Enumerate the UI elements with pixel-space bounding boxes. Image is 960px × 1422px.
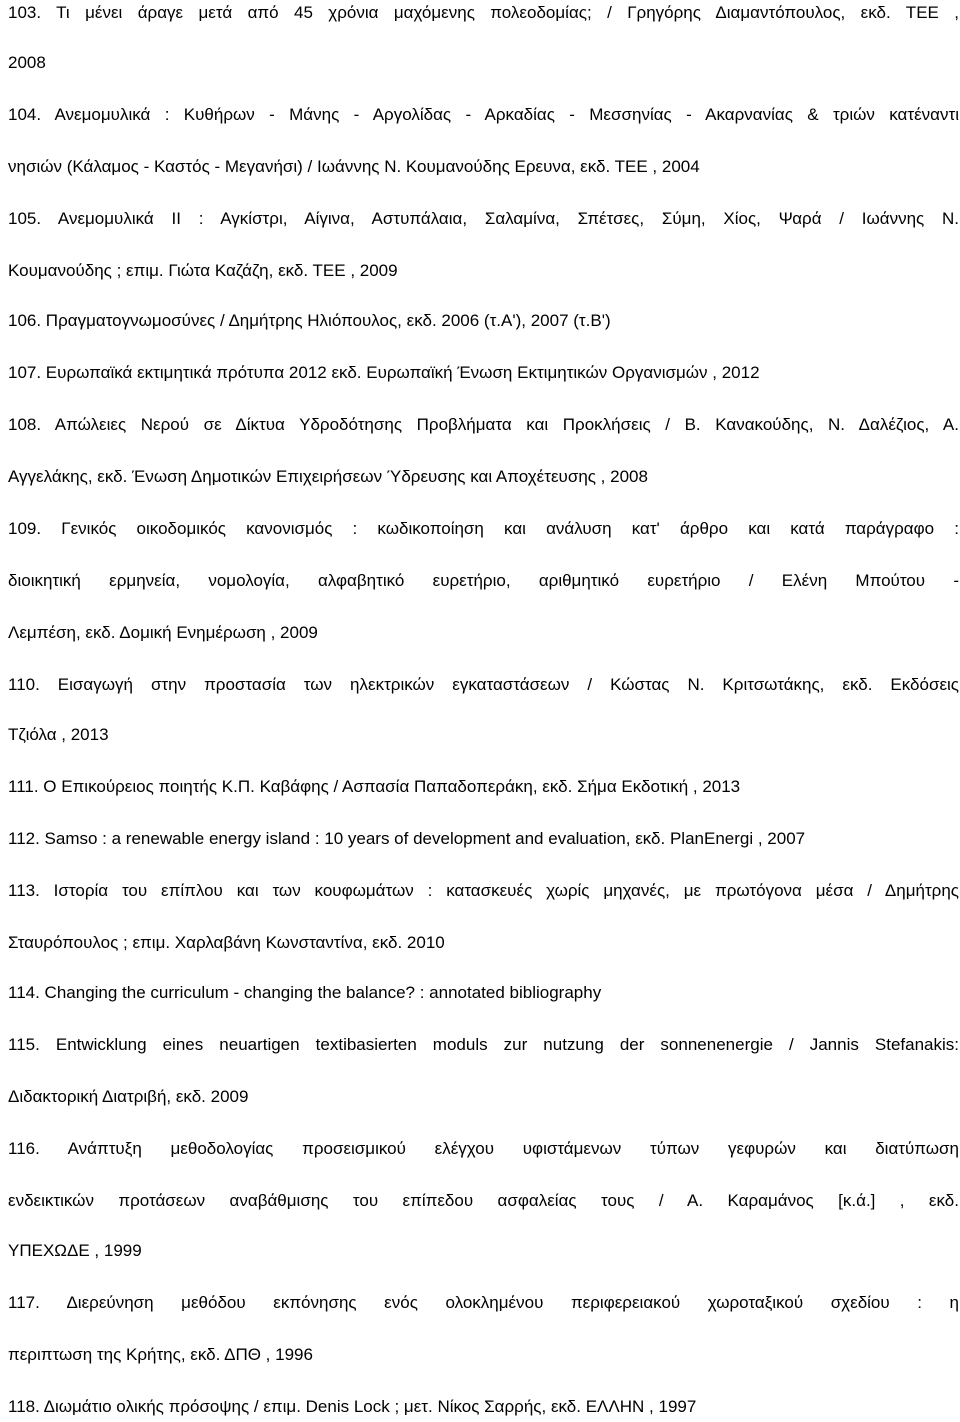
entry-line: 104. Ανεμομυλικά : Κυθήρων - Μάνης - Αργολίδας - Αρκαδίας - Μεσσηνίας - Ακαρνανίας & τριών κατέναντι <box>8 105 959 124</box>
entry-line: Σταυρόπουλος ; επιμ. Χαρλαβάνη Κωνσταντίνα, εκδ. 2010 <box>8 933 445 952</box>
entry-line: 111. Ο Επικούρειος ποιητής Κ.Π. Καβάφης / Ασπασία Παπαδοπεράκη, εκδ. Σήμα Εκδοτική , 2013 <box>8 777 741 796</box>
entry-line: 114. Changing the curriculum - changing the balance? : annotated bibliography <box>8 983 602 1002</box>
entry-line: 108. Απώλειες Νερού σε Δίκτυα Υδροδότησης Προβλήματα και Προκλήσεις / Β. Κανακούδης, Ν. Δαλέζιος, Α. <box>8 415 959 434</box>
entry-line: 103. Τι μένει άραγε μετά από 45 χρόνια μαχόμενης πολεοδομίας; / Γρηγόρης Διαμαντόπουλος, εκδ. ΤΕΕ , <box>8 3 959 22</box>
entry-line: Τζιόλα , 2013 <box>8 725 109 744</box>
entry-line: 106. Πραγματογνωμοσύνες / Δημήτρης Ηλιόπουλος, εκδ. 2006 (τ.Α'), 2007 (τ.Β') <box>8 311 611 330</box>
entry-line: ΥΠΕΧΩΔΕ , 1999 <box>8 1241 142 1260</box>
entry-line: 116. Ανάπτυξη μεθοδολογίας προσεισμικού ελέγχου υφιστάμενων τύπων γεφυρών και διατύπωση <box>8 1139 959 1158</box>
entry-line: 110. Εισαγωγή στην προστασία των ηλεκτρικών εγκαταστάσεων / Κώστας Ν. Κριτσωτάκης, εκδ. Εκδόσεις <box>8 675 959 694</box>
entry-line: 118. Διωμάτιο ολικής πρόσοψης / επιμ. Denis Lock ; μετ. Νίκος Σαρρής, εκδ. ΕΛΛΗΝ , 1997 <box>8 1397 697 1416</box>
entry-line: 2008 <box>8 53 46 72</box>
entry-line: Λεμπέση, εκδ. Δομική Ενημέρωση , 2009 <box>8 623 318 642</box>
entry-line: 112. Samso : a renewable energy island : 10 years of development and evaluation, εκδ. PlanEnergi , 2007 <box>8 829 806 848</box>
entry-line: 109. Γενικός οικοδομικός κανονισμός : κωδικοποίηση και ανάλυση κατ' άρθρο και κατά παράγραφο : <box>8 519 959 538</box>
entry-line: διοικητική ερμηνεία, νομολογία, αλφαβητικό ευρετήριο, αριθμητικό ευρετήριο / Ελένη Μπούτου - <box>8 571 959 590</box>
entry-line: περιπτωση της Κρήτης, εκδ. ΔΠΘ , 1996 <box>8 1345 313 1364</box>
entry-line: Κουμανούδης ; επιμ. Γιώτα Καζάζη, εκδ. ΤΕΕ , 2009 <box>8 261 398 280</box>
entry-line: 105. Ανεμομυλικά ΙΙ : Αγκίστρι, Αίγινα, Αστυπάλαια, Σαλαμίνα, Σπέτσες, Σύμη, Χίος, Ψαρά / Ιωάννης Ν. <box>8 209 959 228</box>
entry-line: 113. Ιστορία του επίπλου και των κουφωμάτων : κατασκευές χωρίς μηχανές, με πρωτόγονα μέσα / Δημήτρης <box>8 881 959 900</box>
entry-line: 115. Entwicklung eines neuartigen textibasierten moduls zur nutzung der sonnenenergie / Jannis Stefanakis: <box>8 1035 959 1054</box>
entry-line: ενδεικτικών προτάσεων αναβάθμισης του επίπεδου ασφαλείας τους / Α. Καραμάνος [κ.ά.] , εκδ. <box>8 1191 959 1210</box>
entry-line: νησιών (Κάλαμος - Καστός - Μεγανήσι) / Ιωάννης Ν. Κουμανούδης Ερευνα, εκδ. ΤΕΕ , 2004 <box>8 157 700 176</box>
entry-line: 117. Διερεύνηση μεθόδου εκπόνησης ενός ολοκλημένου περιφερειακού χωροταξικού σχεδίου : η <box>8 1293 959 1312</box>
entry-line: Διδακτορική Διατριβή, εκδ. 2009 <box>8 1087 249 1106</box>
entry-line: 107. Ευρωπαϊκά εκτιμητικά πρότυπα 2012 εκδ. Ευρωπαϊκή Ένωση Εκτιμητικών Οργανισμών , 2012 <box>8 363 760 382</box>
entry-line: Αγγελάκης, εκδ. Ένωση Δημοτικών Επιχειρήσεων Ύδρευσης και Αποχέτευσης , 2008 <box>8 467 648 486</box>
